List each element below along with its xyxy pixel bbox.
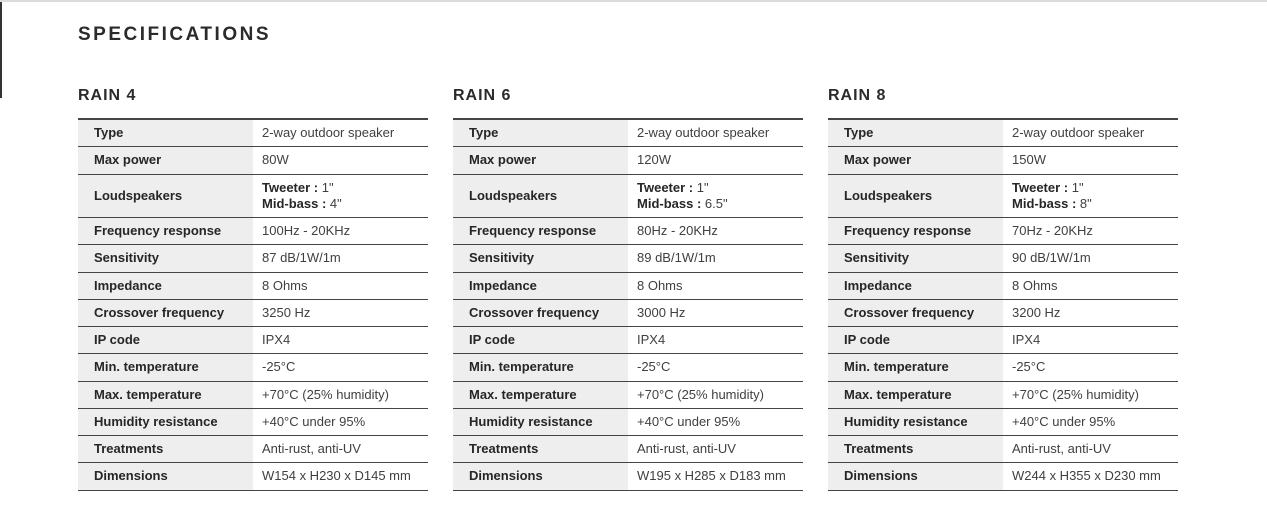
spec-label: Crossover frequency [828,299,1003,326]
spec-value: Tweeter : 1" Mid-bass : 4" [262,179,342,211]
spec-row [78,218,428,245]
spec-label: Frequency response [453,218,628,245]
spec-value: 2-way outdoor speaker [637,125,770,140]
spec-table-rain-8 [828,118,1178,491]
spec-label: Min. temperature [828,354,1003,381]
spec-label: Max. temperature [78,381,253,408]
spec-label: Type [78,119,253,147]
spec-row [78,147,428,174]
spec-label: Min. temperature [453,354,628,381]
spec-value: 87 dB/1W/1m [262,250,341,266]
spec-row [453,354,803,381]
spec-row [453,327,803,354]
spec-value: 70Hz - 20KHz [1012,223,1093,238]
spec-value: 80W [262,152,289,168]
spec-row [78,272,428,299]
spec-label: Impedance [78,272,253,299]
spec-row [78,174,428,218]
spec-row [828,408,1178,435]
spec-value: W154 x H230 x D145 mm [262,468,411,484]
spec-value: 89 dB/1W/1m [637,250,716,266]
spec-value: 3200 Hz [1012,304,1061,320]
spec-value: IPX4 [262,332,291,347]
spec-row [453,272,803,299]
spec-label: Max power [78,147,253,174]
spec-label: Humidity resistance [828,408,1003,435]
spec-row [828,354,1178,381]
spec-row [78,408,428,435]
spec-row [828,272,1178,299]
spec-label: Impedance [453,272,628,299]
spec-value: 8 Ohms [637,277,683,293]
spec-label: Frequency response [78,218,253,245]
spec-value-bold-part: Mid-bass : [637,195,702,211]
spec-value: 8 Ohms [1012,277,1058,293]
spec-row [828,174,1178,218]
spec-value: 3000 Hz [637,304,686,320]
spec-label: Treatments [78,436,253,463]
spec-label: Loudspeakers [828,174,1003,218]
spec-table-rain-6 [453,118,803,491]
spec-label: Type [828,119,1003,147]
spec-label: Dimensions [453,463,628,490]
spec-label: Impedance [828,272,1003,299]
spec-value: -25°C [262,359,296,375]
spec-row [828,327,1178,354]
spec-row [78,119,428,147]
spec-label: Sensitivity [828,245,1003,272]
spec-value-bold-part: Mid-bass : [1012,195,1077,211]
product-title: RAIN 4 [78,87,137,104]
spec-label: IP code [78,327,253,354]
spec-value: W195 x H285 x D183 mm [637,468,786,484]
spec-value: 2-way outdoor speaker [262,125,395,140]
spec-label: Max power [828,147,1003,174]
spec-label: Loudspeakers [453,174,628,218]
spec-row [453,299,803,326]
spec-label: Treatments [828,436,1003,463]
spec-row [453,463,803,490]
spec-value: 90 dB/1W/1m [1012,250,1091,266]
spec-value-bold-part: Tweeter : [1012,179,1069,195]
spec-label: Crossover frequency [78,299,253,326]
spec-row [453,174,803,218]
product-title: RAIN 8 [828,87,887,104]
spec-label: Max. temperature [453,381,628,408]
spec-row [828,218,1178,245]
spec-row [78,245,428,272]
spec-row [453,218,803,245]
spec-label: Sensitivity [453,245,628,272]
spec-row [828,299,1178,326]
spec-value: IPX4 [637,332,666,347]
spec-row [828,381,1178,408]
spec-value: W244 x H355 x D230 mm [1012,468,1161,484]
spec-row [78,327,428,354]
spec-row [78,381,428,408]
spec-row [453,147,803,174]
spec-label: Min. temperature [78,354,253,381]
page-edge-mark [0,2,2,98]
spec-value: Anti-rust, anti-UV [262,441,361,456]
spec-value: +40°C under 95% [1012,413,1116,429]
spec-row [453,119,803,147]
spec-value: +40°C under 95% [262,413,366,429]
spec-label: Crossover frequency [453,299,628,326]
spec-value-bold-part: Tweeter : [637,179,694,195]
spec-row [78,463,428,490]
spec-value: 8 Ohms [262,277,308,293]
page-title: SPECIFICATIONS [78,24,271,45]
product-column-rain-4 [78,87,428,491]
spec-value: IPX4 [1012,332,1041,347]
spec-row [453,436,803,463]
spec-row [828,147,1178,174]
spec-value-bold-part: Tweeter : [262,179,319,195]
spec-value: Tweeter : 1" Mid-bass : 8" [1012,179,1092,211]
spec-label: Humidity resistance [78,408,253,435]
spec-value: -25°C [637,359,671,375]
spec-row [828,119,1178,147]
spec-value: 100Hz - 20KHz [262,223,351,238]
spec-value: -25°C [1012,359,1046,375]
spec-label: Sensitivity [78,245,253,272]
spec-label: Treatments [453,436,628,463]
spec-value: +70°C (25% humidity) [637,386,764,402]
spec-value: +70°C (25% humidity) [262,386,389,402]
spec-value: 2-way outdoor speaker [1012,125,1145,140]
spec-row [453,408,803,435]
product-column-rain-6 [453,87,803,491]
spec-row [78,436,428,463]
spec-value: Tweeter : 1" Mid-bass : 6.5" [637,179,728,211]
product-column-rain-8 [828,87,1178,491]
spec-label: IP code [828,327,1003,354]
spec-row [453,381,803,408]
product-title: RAIN 6 [453,87,512,104]
spec-value: 120W [637,152,671,168]
spec-value: +70°C (25% humidity) [1012,386,1139,402]
spec-value: +40°C under 95% [637,413,741,429]
spec-table-rain-4 [78,118,428,491]
spec-row [78,299,428,326]
spec-label: Max power [453,147,628,174]
spec-tables-row [78,87,1267,491]
spec-row [453,245,803,272]
spec-label: Frequency response [828,218,1003,245]
spec-value: 3250 Hz [262,304,311,320]
spec-label: Dimensions [78,463,253,490]
spec-row [828,463,1178,490]
spec-label: Type [453,119,628,147]
spec-label: Humidity resistance [453,408,628,435]
spec-label: Loudspeakers [78,174,253,218]
spec-label: Dimensions [828,463,1003,490]
spec-row [828,436,1178,463]
spec-value: Anti-rust, anti-UV [637,441,736,456]
spec-row [78,354,428,381]
spec-value-bold-part: Mid-bass : [262,195,327,211]
spec-value: Anti-rust, anti-UV [1012,441,1111,456]
spec-value: 150W [1012,152,1046,168]
spec-row [828,245,1178,272]
spec-label: Max. temperature [828,381,1003,408]
spec-label: IP code [453,327,628,354]
spec-value: 80Hz - 20KHz [637,223,718,238]
